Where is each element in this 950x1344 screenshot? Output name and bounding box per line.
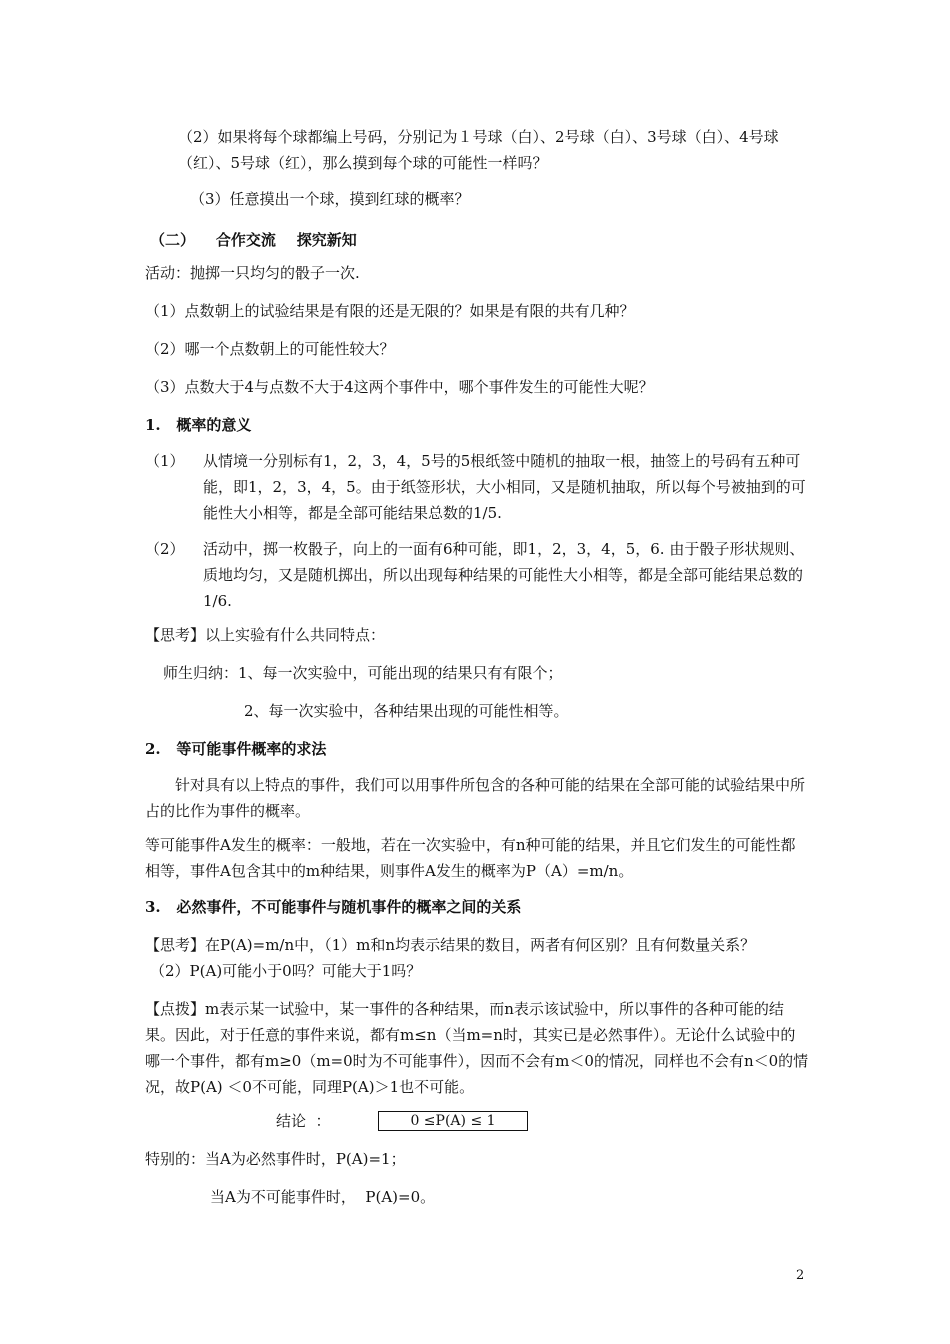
heading-relationship: 3. 必然事件，不可能事件与随机事件的概率之间的关系 <box>145 898 522 916</box>
conclusion-label: 结论 ： <box>276 1112 331 1130</box>
think-question-line-2: （2）P(A)可能小于0吗？可能大于1吗？ <box>150 962 422 980</box>
activity-question-2: （2）哪一个点数朝上的可能性较大？ <box>145 340 395 358</box>
hint-paragraph: 【点拨】m表示某一试验中，某一事件的各种结果，而n表示该试验中，所以事件的各种可能的结果。因此，对于任意的事件来说，都有m≤n（当m=n时，其实已是必然事件）。无论什么试验中的哪一个事件，都有m≥0（m=0时为不可能事件），因而不会有m＜0的情况，同样也不会有n＜0的情况，故P(A) ＜0不可能，同理P(A)＞1也不可能。 <box>145 1000 809 1096</box>
item-number: （1） <box>145 452 185 470</box>
item-text: 活动中，掷一枚骰子，向上的一面有6种可能，即1，2，3，4，5，6. 由于骰子形状规则、质地均匀，又是随机掷出，所以出现每种结果的可能性大小相等，都是全部可能结果总数的1/6. <box>203 540 805 610</box>
heading-equal-probability: 2. 等可能事件概率的求法 <box>145 740 327 758</box>
activity-intro: 活动：抛掷一只均匀的骰子一次. <box>145 264 360 282</box>
special-case-1: 特别的：当A为必然事件时，P(A)=1； <box>145 1150 406 1168</box>
activity-question-1: （1）点数朝上的试验结果是有限的还是无限的？如果是有限的共有几种？ <box>145 302 635 320</box>
page-number: 2 <box>796 1268 805 1283</box>
question-2-line-2: （红）、5号球（红），那么摸到每个球的可能性一样吗？ <box>178 154 548 172</box>
special-case-2: 当A为不可能事件时， P(A)=0。 <box>210 1188 436 1206</box>
question-3: （3）任意摸出一个球，摸到红球的概率？ <box>190 190 470 208</box>
definition-paragraph: 针对具有以上特点的事件，我们可以用事件所包含的各种可能的结果在全部可能的试验结果中所占的比作为事件的概率。 <box>145 776 806 820</box>
summary-line-1: 师生归纳：1、每一次实验中，可能出现的结果只有有限个； <box>163 664 563 682</box>
think-common-features: 【思考】以上实验有什么共同特点： <box>145 626 386 644</box>
think-question-line-1: 【思考】在P(A)=m/n中，（1）m和n均表示结果的数目，两者有何区别？且有何数量关系？ <box>145 936 756 954</box>
heading-probability-meaning: 1. 概率的意义 <box>145 416 252 434</box>
formula-paragraph: 等可能事件A发生的概率：一般地，若在一次实验中，有n种可能的结果，并且它们发生的可能性都相等，事件A包含其中的m种结果，则事件A发生的概率为P（A）=m/n。 <box>145 836 796 880</box>
item-text: 从情境一分别标有1，2，3，4，5号的5根纸签中随机的抽取一根，抽签上的号码有五种可能，即1，2，3，4，5。由于纸签形状，大小相同，又是随机抽取，所以每个号被抽到的可能性大小相等，都是全部可能结果总数的1/5. <box>203 452 806 522</box>
summary-line-2: 2、每一次实验中，各种结果出现的可能性相等。 <box>244 702 569 720</box>
question-2-line-1: （2）如果将每个球都编上号码，分别记为１号球（白）、2号球（白）、3号球（白）、4号球 <box>178 128 779 146</box>
item-number: （2） <box>145 540 185 558</box>
section-heading-2: （二） 合作交流 探究新知 <box>150 231 357 249</box>
activity-question-3: （3）点数大于4与点数不大于4这两个事件中，哪个事件发生的可能性大呢？ <box>145 378 654 396</box>
conclusion-formula-box: 0 ≤P(A) ≤ 1 <box>378 1111 528 1131</box>
